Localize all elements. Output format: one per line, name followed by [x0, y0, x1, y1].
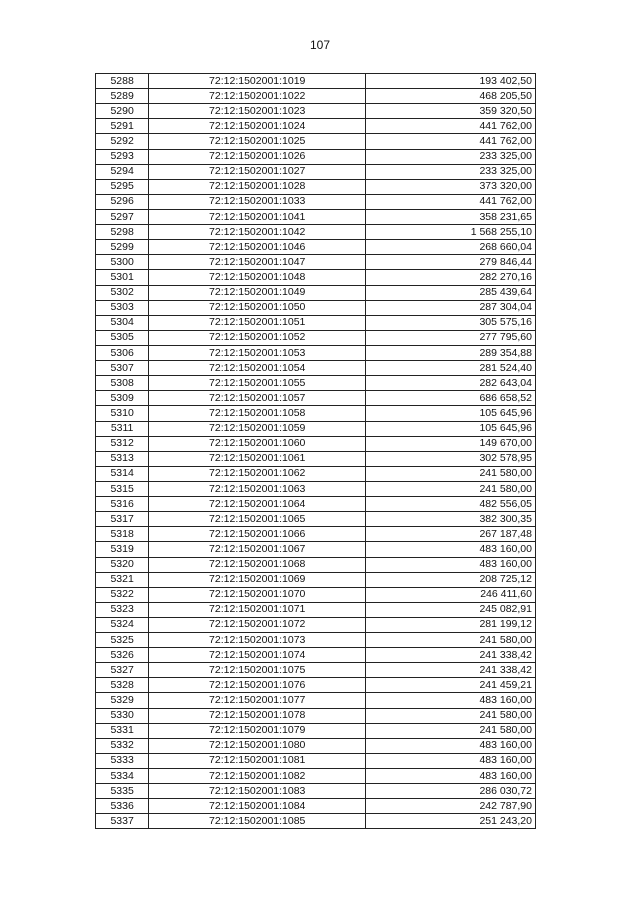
row-number: 5318: [96, 527, 149, 542]
table-row: [96, 451, 536, 466]
cadastral-value: 268 660,04: [366, 240, 536, 255]
row-number: 5332: [96, 738, 149, 753]
cadastral-number: 72:12:1502001:1064: [149, 497, 366, 512]
table-row: [96, 633, 536, 648]
cadastral-number: 72:12:1502001:1058: [149, 406, 366, 421]
table-row: [96, 708, 536, 723]
cadastral-number: 72:12:1502001:1082: [149, 769, 366, 784]
cadastral-number: 72:12:1502001:1041: [149, 209, 366, 224]
row-number: 5323: [96, 602, 149, 617]
cadastral-value: 483 160,00: [366, 769, 536, 784]
cadastral-number: 72:12:1502001:1025: [149, 134, 366, 149]
cadastral-number: 72:12:1502001:1059: [149, 421, 366, 436]
table-row: [96, 179, 536, 194]
row-number: 5320: [96, 557, 149, 572]
cadastral-value: 241 338,42: [366, 663, 536, 678]
cadastral-number: 72:12:1502001:1077: [149, 693, 366, 708]
row-number: 5308: [96, 376, 149, 391]
row-number: 5299: [96, 240, 149, 255]
cadastral-number: 72:12:1502001:1049: [149, 285, 366, 300]
cadastral-value: 285 439,64: [366, 285, 536, 300]
cadastral-value: 483 160,00: [366, 738, 536, 753]
cadastral-number: 72:12:1502001:1022: [149, 89, 366, 104]
cadastral-value: 245 082,91: [366, 602, 536, 617]
cadastral-value: 359 320,50: [366, 104, 536, 119]
table-row: [96, 391, 536, 406]
table-row: [96, 753, 536, 768]
cadastral-value: 241 338,42: [366, 648, 536, 663]
page-number: 107: [309, 38, 331, 52]
cadastral-value: 483 160,00: [366, 693, 536, 708]
table-row: [96, 209, 536, 224]
row-number: 5310: [96, 406, 149, 421]
cadastral-value: 281 199,12: [366, 617, 536, 632]
cadastral-value: 279 846,44: [366, 255, 536, 270]
table-row: [96, 104, 536, 119]
cadastral-value: 241 580,00: [366, 723, 536, 738]
cadastral-value: 302 578,95: [366, 451, 536, 466]
table-row: [96, 315, 536, 330]
cadastral-value: 441 762,00: [366, 119, 536, 134]
table-row: [96, 436, 536, 451]
cadastral-value: 483 160,00: [366, 753, 536, 768]
cadastral-value: 305 575,16: [366, 315, 536, 330]
cadastral-value: 686 658,52: [366, 391, 536, 406]
cadastral-number: 72:12:1502001:1023: [149, 104, 366, 119]
table-row: [96, 784, 536, 799]
row-number: 5298: [96, 225, 149, 240]
row-number: 5288: [96, 74, 149, 89]
table-row: [96, 285, 536, 300]
cadastral-value: 149 670,00: [366, 436, 536, 451]
table-row: [96, 119, 536, 134]
cadastral-number: 72:12:1502001:1050: [149, 300, 366, 315]
row-number: 5313: [96, 451, 149, 466]
table-row: [96, 587, 536, 602]
cadastral-number: 72:12:1502001:1054: [149, 361, 366, 376]
table-row: [96, 406, 536, 421]
cadastral-value: 233 325,00: [366, 164, 536, 179]
row-number: 5301: [96, 270, 149, 285]
table-row: [96, 542, 536, 557]
table-row: [96, 602, 536, 617]
cadastral-number: 72:12:1502001:1084: [149, 799, 366, 814]
table-row: [96, 738, 536, 753]
cadastral-number: 72:12:1502001:1083: [149, 784, 366, 799]
table-row: [96, 769, 536, 784]
table-row: [96, 164, 536, 179]
cadastral-number: 72:12:1502001:1072: [149, 617, 366, 632]
cadastral-number: 72:12:1502001:1057: [149, 391, 366, 406]
table-row: [96, 527, 536, 542]
cadastral-number: 72:12:1502001:1075: [149, 663, 366, 678]
row-number: 5300: [96, 255, 149, 270]
row-number: 5295: [96, 179, 149, 194]
row-number: 5314: [96, 466, 149, 481]
row-number: 5312: [96, 436, 149, 451]
cadastral-number: 72:12:1502001:1047: [149, 255, 366, 270]
cadastral-number: 72:12:1502001:1048: [149, 270, 366, 285]
row-number: 5307: [96, 361, 149, 376]
cadastral-number: 72:12:1502001:1063: [149, 481, 366, 496]
cadastral-value: 241 580,00: [366, 466, 536, 481]
cadastral-value: 208 725,12: [366, 572, 536, 587]
row-number: 5327: [96, 663, 149, 678]
cadastral-value: 241 580,00: [366, 481, 536, 496]
row-number: 5319: [96, 542, 149, 557]
cadastral-value: 233 325,00: [366, 149, 536, 164]
cadastral-number: 72:12:1502001:1055: [149, 376, 366, 391]
table-row: [96, 693, 536, 708]
table-row: [96, 678, 536, 693]
cadastral-value: 251 243,20: [366, 814, 536, 829]
cadastral-number: 72:12:1502001:1069: [149, 572, 366, 587]
table-row: [96, 421, 536, 436]
cadastral-value: 358 231,65: [366, 209, 536, 224]
cadastral-value: 241 580,00: [366, 708, 536, 723]
cadastral-number: 72:12:1502001:1052: [149, 330, 366, 345]
row-number: 5321: [96, 572, 149, 587]
row-number: 5325: [96, 633, 149, 648]
table-row: [96, 557, 536, 572]
cadastral-number: 72:12:1502001:1068: [149, 557, 366, 572]
row-number: 5306: [96, 345, 149, 360]
cadastral-number: 72:12:1502001:1060: [149, 436, 366, 451]
row-number: 5303: [96, 300, 149, 315]
cadastral-number: 72:12:1502001:1085: [149, 814, 366, 829]
cadastral-number: 72:12:1502001:1042: [149, 225, 366, 240]
row-number: 5309: [96, 391, 149, 406]
cadastral-value: 483 160,00: [366, 542, 536, 557]
table-row: [96, 134, 536, 149]
row-number: 5289: [96, 89, 149, 104]
cadastral-value: 281 524,40: [366, 361, 536, 376]
table-row: [96, 194, 536, 209]
table-row: [96, 89, 536, 104]
cadastral-value: 382 300,35: [366, 512, 536, 527]
table-row: [96, 225, 536, 240]
row-number: 5311: [96, 421, 149, 436]
table-row: [96, 572, 536, 587]
table-row: [96, 270, 536, 285]
cadastral-value-table: [95, 73, 536, 829]
table-row: [96, 497, 536, 512]
cadastral-value: 241 580,00: [366, 633, 536, 648]
row-number: 5331: [96, 723, 149, 738]
row-number: 5304: [96, 315, 149, 330]
table-row: [96, 648, 536, 663]
cadastral-value: 193 402,50: [366, 74, 536, 89]
row-number: 5297: [96, 209, 149, 224]
cadastral-number: 72:12:1502001:1033: [149, 194, 366, 209]
cadastral-value: 441 762,00: [366, 194, 536, 209]
table-row: [96, 723, 536, 738]
table-row: [96, 361, 536, 376]
cadastral-number: 72:12:1502001:1027: [149, 164, 366, 179]
cadastral-number: 72:12:1502001:1070: [149, 587, 366, 602]
cadastral-value: 482 556,05: [366, 497, 536, 512]
table-row: [96, 300, 536, 315]
cadastral-number: 72:12:1502001:1078: [149, 708, 366, 723]
cadastral-number: 72:12:1502001:1019: [149, 74, 366, 89]
table-row: [96, 466, 536, 481]
table-row: [96, 255, 536, 270]
table-row: [96, 345, 536, 360]
table-row: [96, 330, 536, 345]
table-row: [96, 512, 536, 527]
cadastral-value: 277 795,60: [366, 330, 536, 345]
table-row: [96, 799, 536, 814]
cadastral-number: 72:12:1502001:1066: [149, 527, 366, 542]
table-body: [96, 74, 536, 829]
row-number: 5333: [96, 753, 149, 768]
cadastral-value: 1 568 255,10: [366, 225, 536, 240]
cadastral-value: 105 645,96: [366, 406, 536, 421]
cadastral-number: 72:12:1502001:1053: [149, 345, 366, 360]
cadastral-number: 72:12:1502001:1073: [149, 633, 366, 648]
row-number: 5290: [96, 104, 149, 119]
row-number: 5305: [96, 330, 149, 345]
row-number: 5291: [96, 119, 149, 134]
cadastral-number: 72:12:1502001:1062: [149, 466, 366, 481]
table-row: [96, 663, 536, 678]
cadastral-number: 72:12:1502001:1028: [149, 179, 366, 194]
table-row: [96, 74, 536, 89]
cadastral-number: 72:12:1502001:1079: [149, 723, 366, 738]
cadastral-number: 72:12:1502001:1080: [149, 738, 366, 753]
cadastral-number: 72:12:1502001:1076: [149, 678, 366, 693]
table-row: [96, 617, 536, 632]
table-row: [96, 149, 536, 164]
row-number: 5334: [96, 769, 149, 784]
row-number: 5330: [96, 708, 149, 723]
cadastral-number: 72:12:1502001:1067: [149, 542, 366, 557]
cadastral-value: 373 320,00: [366, 179, 536, 194]
row-number: 5336: [96, 799, 149, 814]
row-number: 5324: [96, 617, 149, 632]
table-row: [96, 240, 536, 255]
cadastral-number: 72:12:1502001:1046: [149, 240, 366, 255]
cadastral-value: 468 205,50: [366, 89, 536, 104]
row-number: 5335: [96, 784, 149, 799]
cadastral-value: 282 270,16: [366, 270, 536, 285]
cadastral-value: 105 645,96: [366, 421, 536, 436]
row-number: 5315: [96, 481, 149, 496]
row-number: 5329: [96, 693, 149, 708]
row-number: 5328: [96, 678, 149, 693]
table-row: [96, 481, 536, 496]
table-row: [96, 814, 536, 829]
cadastral-number: 72:12:1502001:1051: [149, 315, 366, 330]
row-number: 5294: [96, 164, 149, 179]
cadastral-number: 72:12:1502001:1061: [149, 451, 366, 466]
cadastral-value: 246 411,60: [366, 587, 536, 602]
cadastral-number: 72:12:1502001:1024: [149, 119, 366, 134]
cadastral-value: 483 160,00: [366, 557, 536, 572]
row-number: 5322: [96, 587, 149, 602]
cadastral-value: 289 354,88: [366, 345, 536, 360]
cadastral-number: 72:12:1502001:1081: [149, 753, 366, 768]
row-number: 5292: [96, 134, 149, 149]
cadastral-number: 72:12:1502001:1071: [149, 602, 366, 617]
cadastral-number: 72:12:1502001:1074: [149, 648, 366, 663]
row-number: 5296: [96, 194, 149, 209]
row-number: 5317: [96, 512, 149, 527]
table-row: [96, 376, 536, 391]
cadastral-value: 282 643,04: [366, 376, 536, 391]
cadastral-number: 72:12:1502001:1065: [149, 512, 366, 527]
cadastral-value: 441 762,00: [366, 134, 536, 149]
cadastral-value: 287 304,04: [366, 300, 536, 315]
row-number: 5326: [96, 648, 149, 663]
cadastral-value: 241 459,21: [366, 678, 536, 693]
row-number: 5293: [96, 149, 149, 164]
row-number: 5302: [96, 285, 149, 300]
cadastral-value: 242 787,90: [366, 799, 536, 814]
row-number: 5337: [96, 814, 149, 829]
cadastral-value: 286 030,72: [366, 784, 536, 799]
cadastral-number: 72:12:1502001:1026: [149, 149, 366, 164]
row-number: 5316: [96, 497, 149, 512]
cadastral-value: 267 187,48: [366, 527, 536, 542]
